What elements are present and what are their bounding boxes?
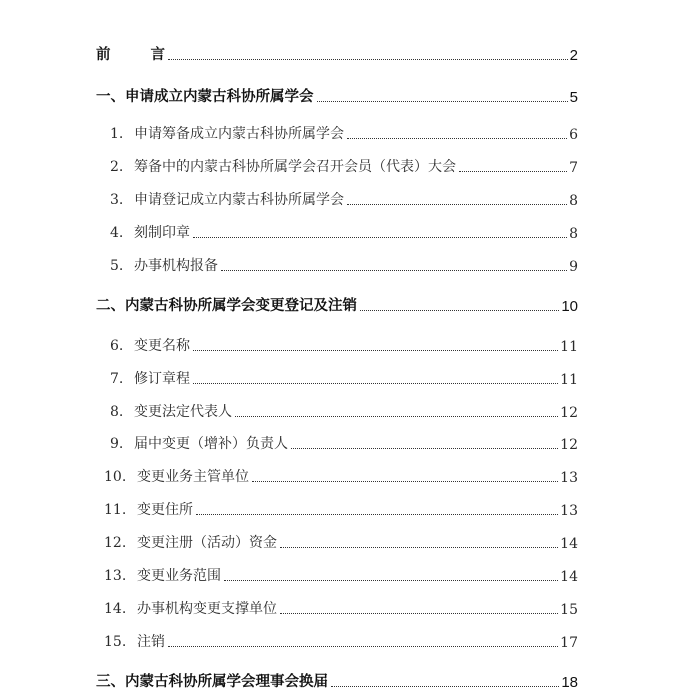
toc-item-1[interactable] [110,121,578,143]
toc-item-9[interactable] [110,431,578,453]
dot-leader [331,685,559,687]
toc-page-number: 9 [569,259,578,275]
toc-item-2[interactable] [110,154,578,176]
toc-item-title: 变更业务主管单位 [137,469,249,485]
toc-item-title: 申请登记成立内蒙古科协所属学会 [134,192,344,208]
toc-item-title: 修订章程 [134,371,190,387]
toc-item-number: 6. [110,338,124,354]
toc-item-14[interactable] [104,596,578,618]
toc-page-number: 18 [561,674,578,691]
toc-item-7[interactable] [110,366,578,388]
toc-page-number: 8 [569,193,578,209]
toc-section-title: 二、内蒙古科协所属学会变更登记及注销 [96,298,357,314]
toc-page-number: 6 [569,127,578,143]
toc-page-number: 15 [560,602,578,618]
toc-page-number: 10 [561,298,578,315]
toc-item-8[interactable] [110,399,578,421]
toc-page-number: 13 [560,503,578,519]
dot-leader [280,612,558,614]
toc-item-title: 申请筹备成立内蒙古科协所属学会 [134,126,344,142]
dot-leader [193,382,558,384]
toc-section-title: 三、内蒙古科协所属学会理事会换届 [96,674,328,690]
toc-page-number: 12 [560,405,578,421]
dot-leader [168,645,558,647]
dot-leader [280,546,558,548]
toc-page-number: 14 [560,536,578,552]
toc-item-4[interactable] [110,220,578,242]
toc-item-title: 变更住所 [137,502,193,518]
dot-leader [291,447,558,449]
toc-item-number: 14. [104,601,127,617]
toc-item-6[interactable] [110,333,578,355]
toc-item-number: 11. [104,502,127,518]
toc-item-13[interactable] [104,563,578,585]
dot-leader [360,309,559,311]
toc-item-number: 7. [110,371,124,387]
toc-item-title: 届中变更（增补）负责人 [134,436,288,452]
dot-leader [235,415,558,417]
dot-leader [317,100,568,102]
dot-leader [252,480,558,482]
toc-item-number: 2. [110,159,124,175]
toc-item-number: 1. [110,126,124,142]
toc-item-12[interactable] [104,530,578,552]
toc-page-number: 5 [569,89,578,106]
dot-leader [193,349,558,351]
toc-page-number: 11 [560,339,578,355]
toc-item-5[interactable] [110,253,578,275]
toc-item-title: 办事机构报备 [134,258,218,274]
toc-section-3[interactable] [96,669,578,691]
toc-item-number: 9. [110,436,124,452]
toc-item-number: 12. [104,535,127,551]
toc-item-title: 变更注册（活动）资金 [137,535,277,551]
toc-item-number: 13. [104,568,127,584]
toc-entry-preface[interactable] [96,42,578,64]
dot-leader [196,513,558,515]
toc-page-number: 13 [560,470,578,486]
toc-item-title: 变更业务范围 [137,568,221,584]
dot-leader [347,203,567,205]
toc-section-1[interactable] [96,84,578,106]
toc-page-number: 11 [560,372,578,388]
toc-item-number: 4. [110,225,124,241]
toc-item-title: 刻制印章 [134,225,190,241]
toc-item-11[interactable] [104,497,578,519]
toc-page-number: 8 [569,226,578,242]
toc-item-title: 注销 [137,634,165,650]
toc-item-10[interactable] [104,464,578,486]
dot-leader [347,137,567,139]
toc-item-number: 3. [110,192,124,208]
toc-item-title: 变更法定代表人 [134,404,232,420]
dot-leader [168,58,568,60]
toc-section-2[interactable] [96,293,578,315]
toc-item-number: 15. [104,634,127,650]
toc-section-title: 一、申请成立内蒙古科协所属学会 [96,89,314,105]
toc-page-number: 7 [569,160,578,176]
toc-page-number: 12 [560,437,578,453]
dot-leader [224,579,558,581]
toc-item-title: 办事机构变更支撑单位 [137,601,277,617]
toc-page-number: 14 [560,569,578,585]
toc-page-number: 2 [569,47,578,64]
dot-leader [459,170,567,172]
toc-item-15[interactable] [104,629,578,651]
toc-page-number: 17 [560,635,578,651]
dot-leader [221,269,567,271]
toc-item-title: 筹备中的内蒙古科协所属学会召开会员（代表）大会 [134,159,456,175]
toc-entry-title: 前 言 [96,47,165,63]
dot-leader [193,236,567,238]
toc-item-number: 10. [104,469,127,485]
toc-item-title: 变更名称 [134,338,190,354]
toc-item-number: 8. [110,404,124,420]
toc-item-number: 5. [110,258,124,274]
toc-item-3[interactable] [110,187,578,209]
